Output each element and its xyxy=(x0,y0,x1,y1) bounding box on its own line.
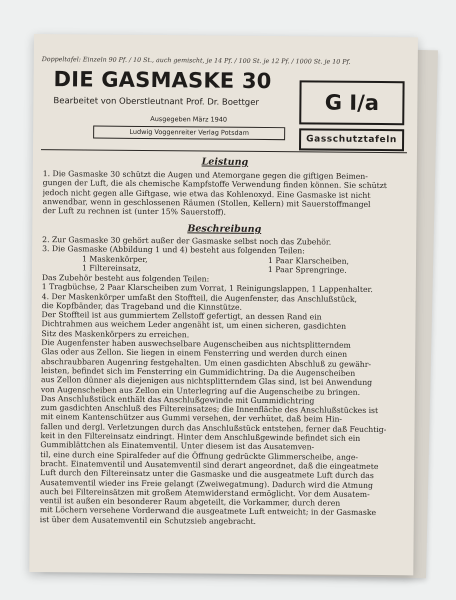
text-line: Das Anschlußstück enthält das Anschlußgewinde mit Gummidichtring xyxy=(40,393,315,406)
text-line: 4. Der Maskenkörper umfaßt den Stoffteil, die Augenfenster, das Anschlußstück, xyxy=(41,291,358,304)
text-line: von Augenscheiben aus Zellon ein Unterlegring auf die Augenscheibe zu bringen. xyxy=(40,384,361,397)
issue-date: Ausgegeben März 1940 xyxy=(150,115,228,124)
list-item: 1 Maskenkörper, xyxy=(81,254,148,265)
text-line: der Luft zu rechnen ist (unter 15% Sauerstoff). xyxy=(42,206,227,217)
text-line: leisten, befindet sich im Fensterring ein Gummidichtring. Da die Augenscheiben xyxy=(41,366,356,378)
text-line: jedoch nicht gegen alle Giftgase, wie etwa das Kohlenoxyd. Eine Gasmaske ist nicht xyxy=(42,187,371,200)
text-line: mit Löchern versehene Vorderwand die ausgeatmete Luft entweicht; in der Gasmaske xyxy=(39,505,377,518)
text-line: anwendbar, wenn in geschlossenen Räumen (Stollen, Kellern) mit Sauerstoffmangel xyxy=(42,196,371,209)
text-line: gungen der Luft, die als chemische Kampfstoffe Verwendung finden können. Sie schützt xyxy=(42,178,387,191)
price-line: Doppeltafel: Einzeln 90 Pf. / 10 St., auch gemischt, je 14 Pf. / 100 St. je 12 Pf. / 1000 St. je 10 Pf. xyxy=(41,56,351,66)
text-line: abschraubbaren Augenring festgehalten. Um einen gasdichten Abschluß zu gewähr- xyxy=(41,356,372,369)
text-line: zum gasdichten Anschluß des Filtereinsatzes; die Innenfläche des Anschlußstückes ist xyxy=(40,403,379,416)
text-line: 1 Tragbüchse, 2 Paar Klarscheiben zum Vorrat, 1 Reinigungslappen, 1 Lappenhalter. xyxy=(41,282,373,295)
text-line: til, eine durch eine Spiralfeder auf die Öffnung gedrückte Glimmerscheibe, ange- xyxy=(40,449,359,462)
text-line: Luft durch den Filtereinsatz unter die Gasmaske und die ausgeatmete Luft durch das xyxy=(40,468,374,481)
series-box: Gasschutztafeln xyxy=(299,128,404,151)
text-line: keit in den Filtereinsatz eindringt. Hinter dem Anschlußgewinde befindet sich ein xyxy=(40,431,361,443)
text-line: Sitz des Maskenkörpers zu erreichen. xyxy=(41,328,190,340)
text-line: ist über dem Ausatemventil ein Schutzsieb angebracht. xyxy=(39,514,257,526)
text-line: 1. Die Gasmaske 30 schützt die Augen und Atemorgane gegen die giftigen Beimen- xyxy=(42,169,368,181)
text-line: Gummiblättchen als Einatemventil. Unter diesem ist das Ausatemven- xyxy=(40,440,315,452)
text-line: ventil ist außen ein besonderer Raum abgeteilt, die Vorkammer, durch deren xyxy=(39,496,341,508)
text-line: bracht. Einatemventil und Ausatemventil sind derart angeordnet, daß die eingeatmete xyxy=(40,459,379,471)
section-heading-leistung: Leistung xyxy=(201,156,249,168)
paragraph-beschreibung-body xyxy=(40,273,402,527)
list-item: 1 Paar Sprengringe. xyxy=(267,265,347,276)
document-title: DIE GASMASKE 30 xyxy=(53,67,272,94)
section-heading-beschreibung: Beschreibung xyxy=(187,223,262,235)
text-line: aus Zellon dünner als diejenigen aus nichtsplitterndem Glas sind, ist bei Anwendung xyxy=(40,375,373,388)
plate-code-box: G I/a xyxy=(299,80,404,125)
text-line: auch bei Filtereinsätzen mit großem Atemwiderstand ermöglicht. Vor dem Ausatem- xyxy=(39,486,370,499)
paragraph-beschreibung-intro xyxy=(42,235,402,257)
text-line: mit einem Kantenschützer aus Gummi versehen, der verhütet, daß beim Hin- xyxy=(40,412,343,425)
list-item: 1 Filtereinsatz, xyxy=(81,263,141,274)
paragraph-leistung xyxy=(42,169,402,219)
text-line: Glas oder aus Zellon. Sie liegen in einem Fensterring und werden durch einen xyxy=(41,347,348,360)
author-line: Bearbeitet von Oberstleutnant Prof. Dr. Boettger xyxy=(53,96,259,108)
list-item: 1 Paar Klarscheiben, xyxy=(267,256,350,266)
document-sheet xyxy=(29,34,418,575)
text-line: Der Stoffteil ist aus gummiertem Zellstoff gefertigt, an dessen Rand ein xyxy=(41,310,322,322)
text-line: Die Augenfenster haben auswechselbare Augenscheiben aus nichtsplitterndem xyxy=(41,338,351,350)
text-line: fallen und dergl. Verletzungen durch das Anschlußstück entstehen, ferner daß Feuchtig- xyxy=(40,421,387,434)
text-line: 3. Die Gasmaske (Abbildung 1 und 4) besteht aus folgenden Teilen: xyxy=(42,244,305,256)
text-line: die Kopfbänder, das Trageband und die Kinnstütze. xyxy=(41,300,243,312)
text-line: Das Zubehör besteht aus folgenden Teilen: xyxy=(41,273,210,284)
text-line: Ausatemventil wieder ins Freie gelangt (Zweiwegatmung). Dadurch wird die Atmung xyxy=(40,477,373,490)
publisher-box: Ludwig Voggenreiter Verlag Potsdam xyxy=(93,126,285,141)
text-line: Dichtrahmen aus weichem Leder angenäht ist, um einen sicheren, gasdichten xyxy=(41,319,347,332)
text-line: 2. Zur Gasmaske 30 gehört außer der Gasmaske selbst noch das Zubehör. xyxy=(42,235,332,247)
